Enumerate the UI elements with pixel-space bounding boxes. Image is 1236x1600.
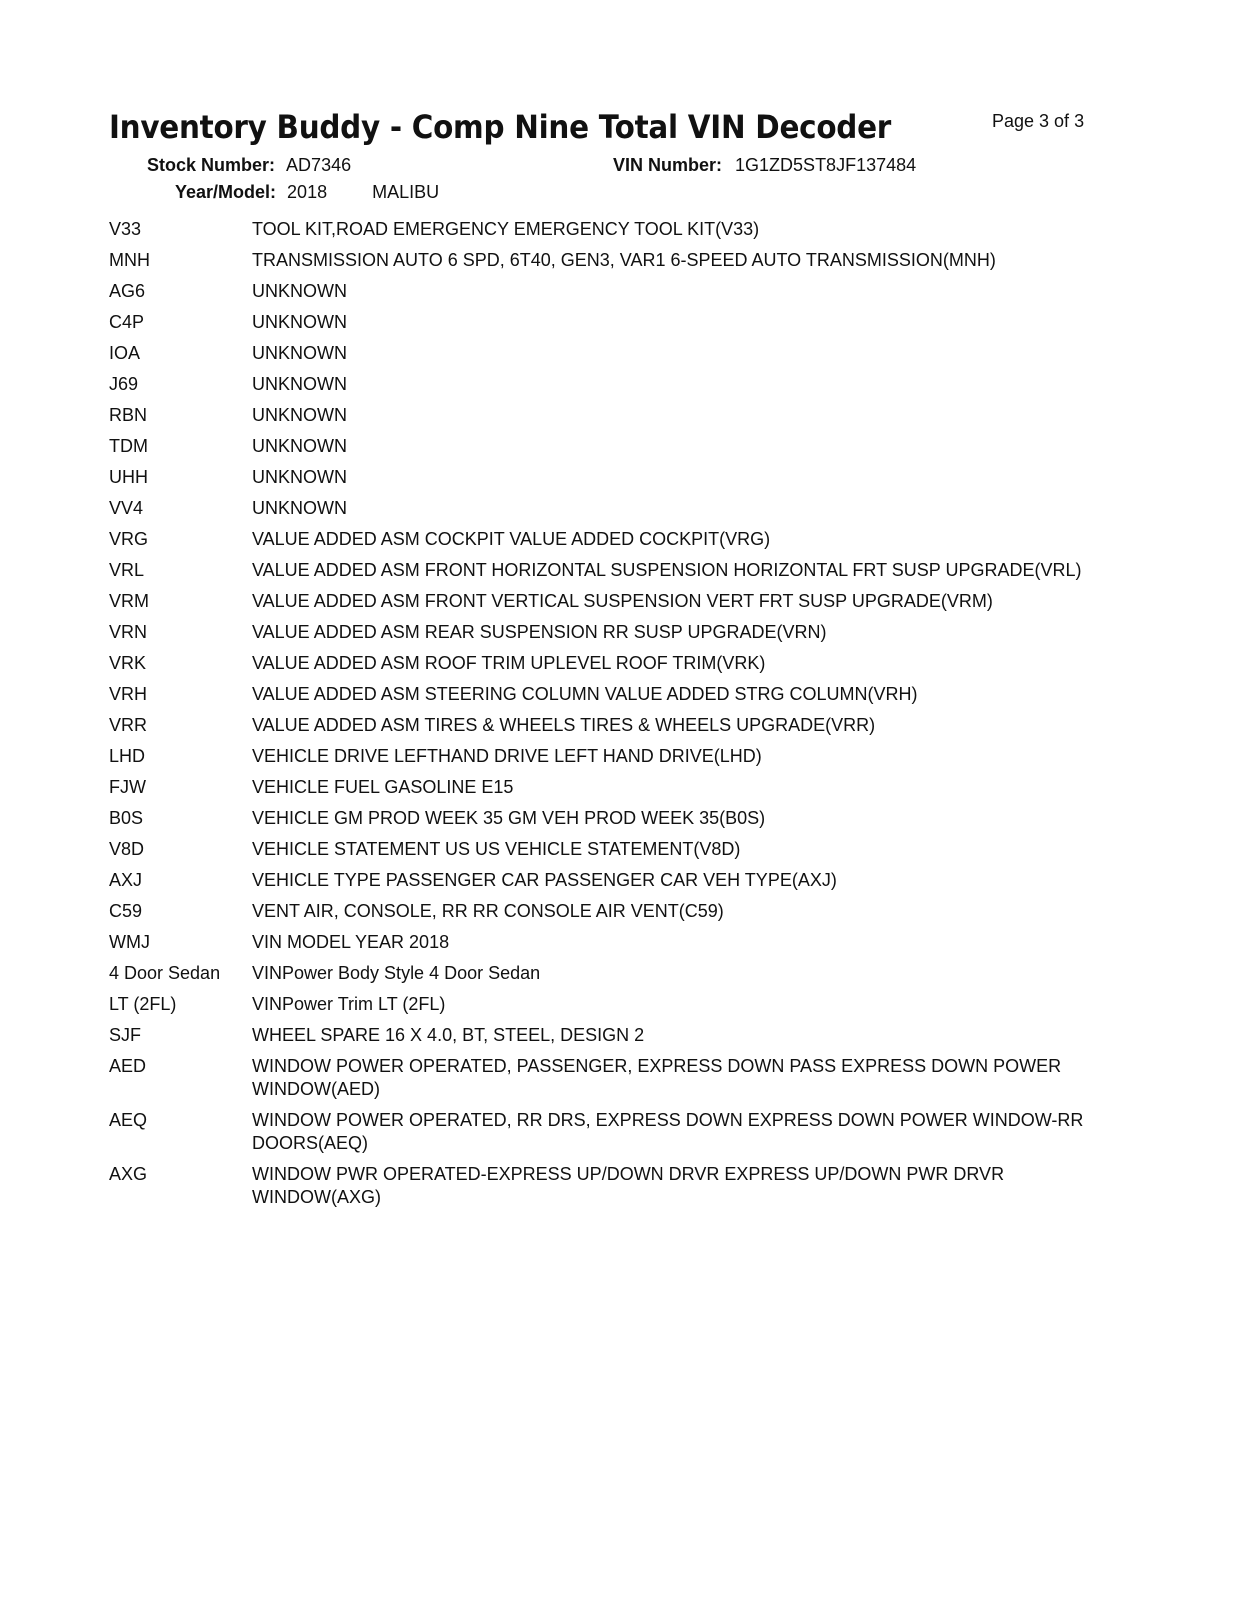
option-description: VALUE ADDED ASM TIRES & WHEELS TIRES & WHEELS UPGRADE(VRR) xyxy=(252,715,876,735)
option-description: VEHICLE GM PROD WEEK 35 GM VEH PROD WEEK 35(B0S) xyxy=(252,808,766,828)
option-description: VEHICLE STATEMENT US US VEHICLE STATEMENT(V8D) xyxy=(252,839,741,859)
option-description: VALUE ADDED ASM STEERING COLUMN VALUE ADDED STRG COLUMN(VRH) xyxy=(252,684,918,704)
option-row xyxy=(109,993,1090,1024)
option-row xyxy=(109,962,1090,993)
option-row xyxy=(109,373,1090,404)
option-code: V8D xyxy=(109,839,145,859)
option-row xyxy=(109,1163,1090,1217)
year-model-label: Year/Model: xyxy=(175,182,277,202)
option-code: UHH xyxy=(109,467,148,487)
vin-number-value: 1G1ZD5ST8JF137484 xyxy=(735,155,917,175)
option-code: MNH xyxy=(109,250,150,270)
option-code: TDM xyxy=(109,436,148,456)
option-description: WINDOW POWER OPERATED, PASSENGER, EXPRESS DOWN PASS EXPRESS DOWN POWER WINDOW(AED) xyxy=(252,1056,1062,1099)
model-value: MALIBU xyxy=(372,182,440,202)
vin-number-label: VIN Number: xyxy=(613,155,723,175)
option-description: VENT AIR, CONSOLE, RR RR CONSOLE AIR VENT(C59) xyxy=(252,901,724,921)
option-code: VRN xyxy=(109,622,148,642)
option-row xyxy=(109,466,1090,497)
option-code: LT (2FL) xyxy=(109,994,177,1014)
option-row xyxy=(109,869,1090,900)
option-row xyxy=(109,249,1090,280)
option-row xyxy=(109,1024,1090,1055)
option-code: C59 xyxy=(109,901,143,921)
option-description: VEHICLE TYPE PASSENGER CAR PASSENGER CAR VEH TYPE(AXJ) xyxy=(252,870,837,890)
option-code: V33 xyxy=(109,219,142,239)
option-code: VRG xyxy=(109,529,149,549)
option-code: J69 xyxy=(109,374,139,394)
year-model-field xyxy=(175,182,439,203)
option-description: VALUE ADDED ASM FRONT HORIZONTAL SUSPENSION HORIZONTAL FRT SUSP UPGRADE(VRL) xyxy=(252,560,1082,580)
option-row xyxy=(109,714,1090,745)
stock-number-field xyxy=(147,155,351,176)
option-code: SJF xyxy=(109,1025,142,1045)
option-code: AXJ xyxy=(109,870,143,890)
option-description: VALUE ADDED ASM COCKPIT VALUE ADDED COCKPIT(VRG) xyxy=(252,529,771,549)
option-description: WINDOW PWR OPERATED-EXPRESS UP/DOWN DRVR EXPRESS UP/DOWN PWR DRVR WINDOW(AXG) xyxy=(252,1164,1005,1207)
option-code: VRL xyxy=(109,560,145,580)
option-description: WHEEL SPARE 16 X 4.0, BT, STEEL, DESIGN 2 xyxy=(252,1025,645,1045)
option-row xyxy=(109,280,1090,311)
option-description: VALUE ADDED ASM FRONT VERTICAL SUSPENSION VERT FRT SUSP UPGRADE(VRM) xyxy=(252,591,993,611)
option-code: 4 Door Sedan xyxy=(109,963,221,983)
option-description: UNKNOWN xyxy=(252,343,347,363)
option-description: VINPower Trim LT (2FL) xyxy=(252,994,446,1014)
page-number: Page 3 of 3 xyxy=(992,111,1085,131)
option-description: UNKNOWN xyxy=(252,405,347,425)
option-code: VRH xyxy=(109,684,148,704)
option-row xyxy=(109,807,1090,838)
option-code: LHD xyxy=(109,746,146,766)
option-description: UNKNOWN xyxy=(252,374,347,394)
option-row xyxy=(109,559,1090,590)
option-row xyxy=(109,776,1090,807)
option-description: UNKNOWN xyxy=(252,281,347,301)
option-row xyxy=(109,528,1090,559)
option-row xyxy=(109,311,1090,342)
option-row xyxy=(109,1109,1090,1163)
stock-number-value: AD7346 xyxy=(286,155,352,175)
option-code: VRK xyxy=(109,653,147,673)
stock-number-label: Stock Number: xyxy=(147,155,276,175)
option-code: C4P xyxy=(109,312,145,332)
option-description: TRANSMISSION AUTO 6 SPD, 6T40, GEN3, VAR1 6-SPEED AUTO TRANSMISSION(MNH) xyxy=(252,250,996,270)
year-value: 2018 xyxy=(287,182,328,202)
option-code: IOA xyxy=(109,343,141,363)
option-code-list xyxy=(109,218,1090,1217)
option-row xyxy=(109,652,1090,683)
option-code: AED xyxy=(109,1056,147,1076)
vin-number-field xyxy=(613,155,916,176)
option-description: VIN MODEL YEAR 2018 xyxy=(252,932,450,952)
option-description: UNKNOWN xyxy=(252,498,347,518)
option-code: FJW xyxy=(109,777,146,797)
option-code: AXG xyxy=(109,1164,148,1184)
option-code: WMJ xyxy=(109,932,150,952)
option-code: VRM xyxy=(109,591,149,611)
document-title: Inventory Buddy - Comp Nine Total VIN Decoder xyxy=(109,108,892,146)
option-description: TOOL KIT,ROAD EMERGENCY EMERGENCY TOOL KIT(V33) xyxy=(252,219,760,239)
option-description: UNKNOWN xyxy=(252,436,347,456)
option-description: VINPower Body Style 4 Door Sedan xyxy=(252,963,541,983)
option-row xyxy=(109,621,1090,652)
option-description: VEHICLE FUEL GASOLINE E15 xyxy=(252,777,514,797)
option-description: WINDOW POWER OPERATED, RR DRS, EXPRESS DOWN EXPRESS DOWN POWER WINDOW-RR DOORS(AEQ) xyxy=(252,1110,1084,1153)
option-row xyxy=(109,404,1090,435)
option-row xyxy=(109,838,1090,869)
option-code: RBN xyxy=(109,405,148,425)
option-description: UNKNOWN xyxy=(252,312,347,332)
option-code: AG6 xyxy=(109,281,146,301)
option-row xyxy=(109,435,1090,466)
option-code: VV4 xyxy=(109,498,144,518)
option-description: VEHICLE DRIVE LEFTHAND DRIVE LEFT HAND DRIVE(LHD) xyxy=(252,746,762,766)
option-code: VRR xyxy=(109,715,148,735)
option-row xyxy=(109,218,1090,249)
option-row xyxy=(109,1055,1090,1109)
option-code: B0S xyxy=(109,808,144,828)
option-row xyxy=(109,745,1090,776)
option-row xyxy=(109,497,1090,528)
option-row xyxy=(109,590,1090,621)
option-row xyxy=(109,900,1090,931)
option-row xyxy=(109,683,1090,714)
option-code: AEQ xyxy=(109,1110,148,1130)
option-description: VALUE ADDED ASM REAR SUSPENSION RR SUSP UPGRADE(VRN) xyxy=(252,622,827,642)
option-description: UNKNOWN xyxy=(252,467,347,487)
option-row xyxy=(109,931,1090,962)
option-description: VALUE ADDED ASM ROOF TRIM UPLEVEL ROOF TRIM(VRK) xyxy=(252,653,766,673)
option-row xyxy=(109,342,1090,373)
